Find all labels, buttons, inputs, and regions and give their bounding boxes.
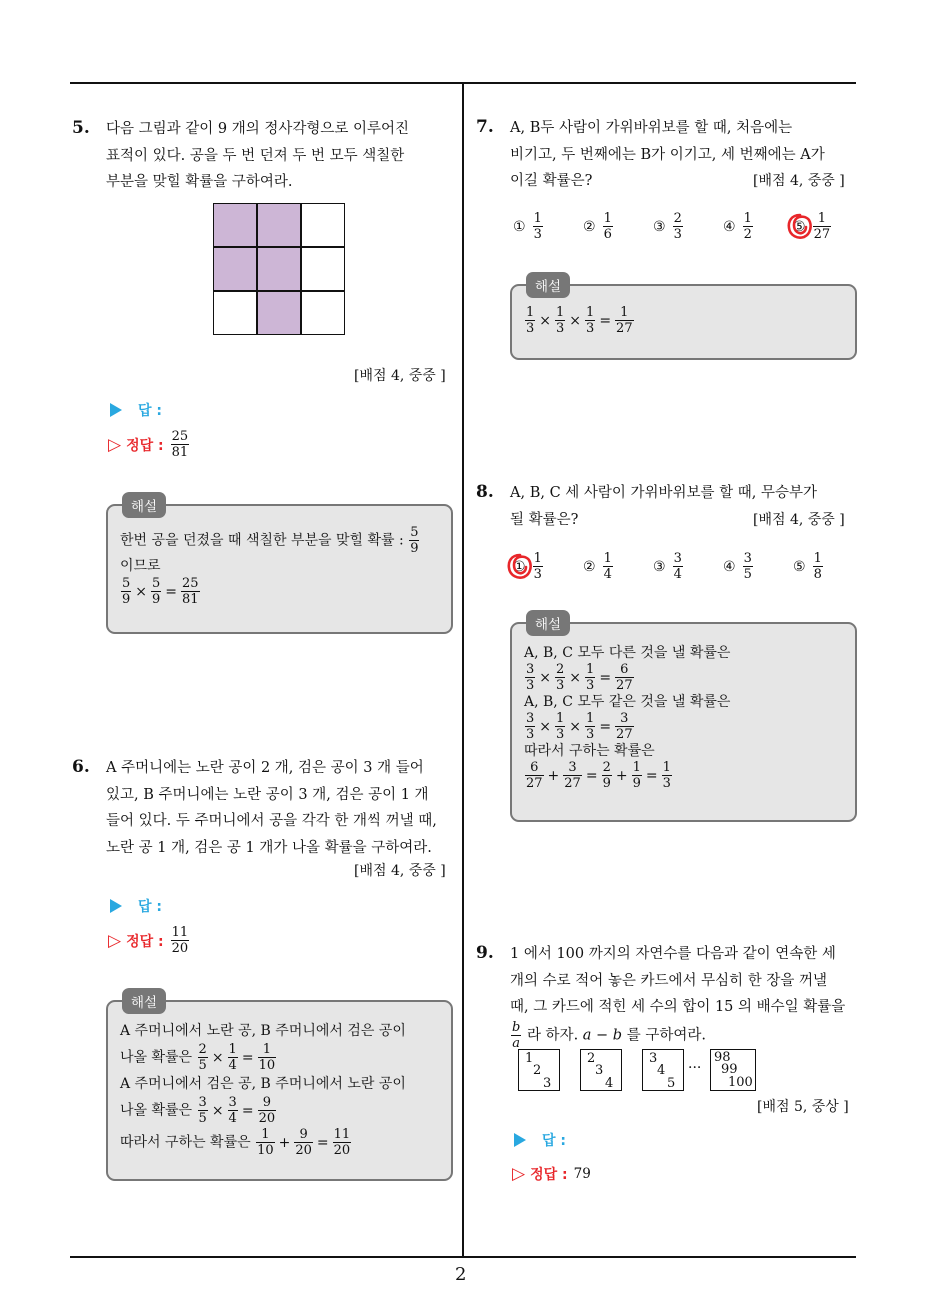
- choice-4[interactable]: [723, 212, 754, 241]
- q8-line: A, B, C 세 사람이 가위바위보를 할 때, 무승부가: [510, 485, 818, 501]
- correct-value: 79: [573, 1166, 591, 1182]
- q9-text: [510, 941, 845, 1050]
- fraction: $\frac{6}{27}$: [526, 760, 543, 791]
- q9-line: 1 에서 100 까지의 자연수를 다음과 같이 연속한 세: [510, 946, 836, 962]
- choice-3[interactable]: [653, 212, 684, 241]
- choice-marker: ①: [513, 559, 526, 575]
- choice-5[interactable]: [793, 212, 832, 241]
- fraction: $\frac{2}{9}$: [602, 760, 611, 791]
- fraction: $\frac{3}{4}$: [673, 551, 682, 582]
- sol-expr: [524, 761, 730, 790]
- page-number: 2: [455, 1264, 467, 1285]
- grid-cell-shaded: [257, 247, 301, 291]
- choice-marker: ②: [583, 558, 596, 575]
- q5-line: 부분을 맞힐 확률을 구하여라.: [106, 174, 293, 190]
- choice-marker: ②: [583, 218, 596, 235]
- sol-line: 따라서 구하는 확률은 $\frac{1}{10}$ + $\frac{9}{20}$ = $\frac{11}{20}$: [120, 1127, 351, 1158]
- sol-line: A, B, C 모두 같은 것을 낼 확률은: [524, 694, 731, 710]
- q5-correct-row: [108, 430, 190, 459]
- q9-correct-row: [512, 1164, 591, 1184]
- choice-4[interactable]: [723, 552, 754, 581]
- fraction: $\frac{1}{3}$: [533, 551, 542, 582]
- q8-line: 될 확률은?: [510, 511, 579, 528]
- play-icon: [514, 1133, 526, 1147]
- solution-tag: 해설: [122, 988, 166, 1014]
- fraction: $\frac{1}{2}$: [743, 211, 752, 242]
- answer-label: 답 :: [542, 1133, 566, 1149]
- ellipsis: ···: [688, 1060, 702, 1076]
- q6-meta: [배점 4, 중중 ]: [354, 863, 446, 879]
- q6-solution-box: [106, 995, 453, 1181]
- sol-line: 나올 확률은 $\frac{2}{5}$ × $\frac{1}{4}$ = $\frac{1}{10}$: [120, 1042, 276, 1073]
- fraction: $\frac{1}{4}$: [603, 551, 612, 582]
- q6-line: 들어 있다. 두 주머니에서 공을 각각 한 개씩 꺼낼 때,: [106, 813, 437, 829]
- fraction: $\frac{1}{8}$: [813, 551, 822, 582]
- q9-number: 9.: [476, 943, 494, 963]
- q9-line: $\frac{b}{a}$ 라 하자. a − b 를 구하여라.: [512, 1019, 706, 1051]
- sol-line: 나올 확률은 $\frac{3}{5}$ × $\frac{3}{4}$ = $\frac{9}{20}$: [120, 1095, 276, 1126]
- fraction: $\frac{3}{5}$: [743, 551, 752, 582]
- fraction: $\frac{6}{27}$: [616, 662, 633, 693]
- column-divider: [462, 83, 464, 1257]
- target-grid: [213, 203, 345, 335]
- q6-number: 6.: [72, 757, 90, 777]
- choice-1[interactable]: [513, 212, 544, 241]
- fraction: $\frac{2}{3}$: [556, 662, 565, 693]
- q6-correct-row: [108, 926, 190, 955]
- card: 1 2 3: [518, 1049, 560, 1091]
- fraction: $\frac{2}{3}$: [673, 211, 682, 242]
- q5-line: 표적이 있다. 공을 두 번 던져 두 번 모두 색칠한: [106, 147, 405, 164]
- q7-line: 이길 확률은?: [510, 173, 593, 189]
- q6-line: 있고, B 주머니에는 노란 공이 3 개, 검은 공이 1 개: [106, 786, 429, 803]
- operator: ×: [539, 718, 552, 735]
- fraction: $\frac{1}{3}$: [586, 305, 595, 336]
- triangle-outline-icon: ▷: [108, 930, 122, 951]
- selected-circle-icon: [505, 552, 535, 582]
- q5-answer-row: [110, 400, 162, 420]
- fraction: $\frac{1}{3}$: [533, 211, 542, 242]
- operator: +: [547, 767, 560, 784]
- card-last: 98 99 100: [710, 1049, 756, 1091]
- fraction: $\frac{3}{3}$: [526, 711, 535, 742]
- triangle-outline-icon: ▷: [512, 1164, 526, 1184]
- choice-marker: ④: [723, 558, 736, 575]
- grid-cell-shaded: [257, 291, 301, 335]
- operator: =: [599, 669, 612, 686]
- play-icon: [110, 899, 122, 913]
- sol-line: 한번 공을 던졌을 때 색칠한 부분을 맞힐 확률 : $\frac{5}{9}$: [120, 525, 419, 556]
- solution-tag: 해설: [526, 610, 570, 636]
- answer-label: 답 :: [138, 899, 162, 915]
- q9-meta: [배점 5, 중상 ]: [757, 1099, 849, 1115]
- q8-number: 8.: [476, 482, 494, 502]
- operator: ×: [569, 669, 582, 686]
- correct-label: 정답 :: [126, 437, 164, 454]
- q6-line: 노란 공 1 개, 검은 공 1 개가 나올 확률을 구하여라.: [106, 839, 432, 856]
- q9-line: 개의 수로 적어 놓은 카드에서 무심히 한 장을 꺼낼: [510, 972, 828, 989]
- bottom-rule: [70, 1256, 856, 1258]
- q5-meta: [배점 4, 중중 ]: [354, 368, 446, 384]
- q7-line: A, B두 사람이 가위바위보를 할 때, 처음에는: [510, 120, 793, 136]
- choice-3[interactable]: [653, 552, 684, 581]
- operator: ×: [539, 669, 552, 686]
- q6-answer-row: [110, 896, 162, 916]
- operator: =: [645, 767, 658, 784]
- choice-2[interactable]: [583, 212, 614, 241]
- choice-marker: ⑤: [793, 558, 806, 575]
- choice-marker: ③: [653, 218, 666, 235]
- fraction: $\frac{1}{3}$: [586, 711, 595, 742]
- q5-number: 5.: [72, 118, 90, 138]
- sol-line: 따라서 구하는 확률은: [524, 743, 655, 759]
- selected-circle-icon: [785, 212, 815, 242]
- q5-line: 다음 그림과 같이 9 개의 정사각형으로 이루어진: [106, 121, 410, 137]
- correct-fraction: $\frac{25}{81}$: [171, 429, 189, 460]
- fraction: $\frac{1}{3}$: [556, 305, 565, 336]
- q9-answer-row: [514, 1130, 566, 1150]
- q7-number: 7.: [476, 117, 494, 137]
- choice-marker: ④: [723, 218, 736, 235]
- q7-meta: [배점 4, 중중 ]: [753, 173, 845, 189]
- play-icon: [110, 403, 122, 417]
- card: 3 4 5: [642, 1049, 684, 1091]
- choice-1[interactable]: [513, 552, 544, 581]
- operator: ×: [569, 718, 582, 735]
- sol-line: A 주머니에서 검은 공, B 주머니에서 노란 공이: [120, 1076, 406, 1092]
- q8-solution-box: [510, 617, 857, 822]
- fraction: $\frac{1}{27}$: [813, 211, 831, 242]
- grid-cell: [301, 247, 345, 291]
- fraction: $\frac{1}{3}$: [662, 760, 671, 791]
- correct-label: 정답 :: [530, 1167, 568, 1183]
- sol-expr: [524, 306, 635, 335]
- solution-tag: 해설: [122, 492, 166, 518]
- solution-tag: 해설: [526, 272, 570, 298]
- fraction: $\frac{1}{9}$: [632, 760, 641, 791]
- q9-line: 때, 그 카드에 적힌 세 수의 합이 15 의 배수일 확률을: [510, 999, 846, 1015]
- fraction: $\frac{1}{3}$: [586, 662, 595, 693]
- sol-expr: $\frac{5}{9}$ × $\frac{5}{9}$ = $\frac{25}{81}$: [122, 576, 199, 607]
- operator: ×: [539, 312, 552, 329]
- fraction: $\frac{1}{6}$: [603, 211, 612, 242]
- sol-expr: [524, 663, 730, 692]
- choice-marker: ①: [513, 218, 526, 235]
- sol-line: 이므로: [120, 558, 161, 574]
- fraction: $\frac{3}{27}$: [564, 760, 581, 791]
- q5-text: [106, 116, 409, 196]
- choice-marker: ③: [653, 558, 666, 575]
- sol-expr: [524, 712, 730, 741]
- correct-label: 정답 :: [126, 933, 164, 950]
- q5-solution-box: [106, 499, 453, 634]
- choice-5[interactable]: [793, 552, 824, 581]
- operator: =: [585, 767, 598, 784]
- fraction: $\frac{1}{27}$: [616, 305, 633, 336]
- q8-meta: [배점 4, 중중 ]: [753, 512, 845, 528]
- fraction: $\frac{3}{27}$: [616, 711, 633, 742]
- grid-cell-shaded: [213, 247, 257, 291]
- choice-marker: ⑤: [793, 219, 806, 235]
- fraction: $\frac{1}{3}$: [556, 711, 565, 742]
- card: 2 3 4: [580, 1049, 622, 1091]
- grid-cell-shaded: [257, 203, 301, 247]
- operator: ×: [569, 312, 582, 329]
- grid-cell: [301, 291, 345, 335]
- operator: =: [599, 312, 612, 329]
- grid-cell: [213, 291, 257, 335]
- grid-cell: [301, 203, 345, 247]
- q6-line: A 주머니에는 노란 공이 2 개, 검은 공이 3 개 들어: [106, 760, 424, 776]
- choice-2[interactable]: [583, 552, 614, 581]
- fraction: $\frac{1}{3}$: [526, 305, 535, 336]
- correct-fraction: $\frac{11}{20}$: [171, 925, 189, 956]
- q6-text: [106, 755, 437, 861]
- grid-cell-shaded: [213, 203, 257, 247]
- sol-line: A 주머니에서 노란 공, B 주머니에서 검은 공이: [120, 1023, 406, 1039]
- q7-line: 비기고, 두 번째에는 B가 이기고, 세 번째에는 A가: [510, 146, 825, 163]
- answer-label: 답 :: [138, 403, 162, 419]
- operator: =: [599, 718, 612, 735]
- triangle-outline-icon: ▷: [108, 434, 122, 455]
- fraction: $\frac{3}{3}$: [526, 662, 535, 693]
- q7-solution-box: [510, 279, 857, 360]
- operator: +: [615, 767, 628, 784]
- sol-line: A, B, C 모두 다른 것을 낼 확률은: [524, 645, 731, 661]
